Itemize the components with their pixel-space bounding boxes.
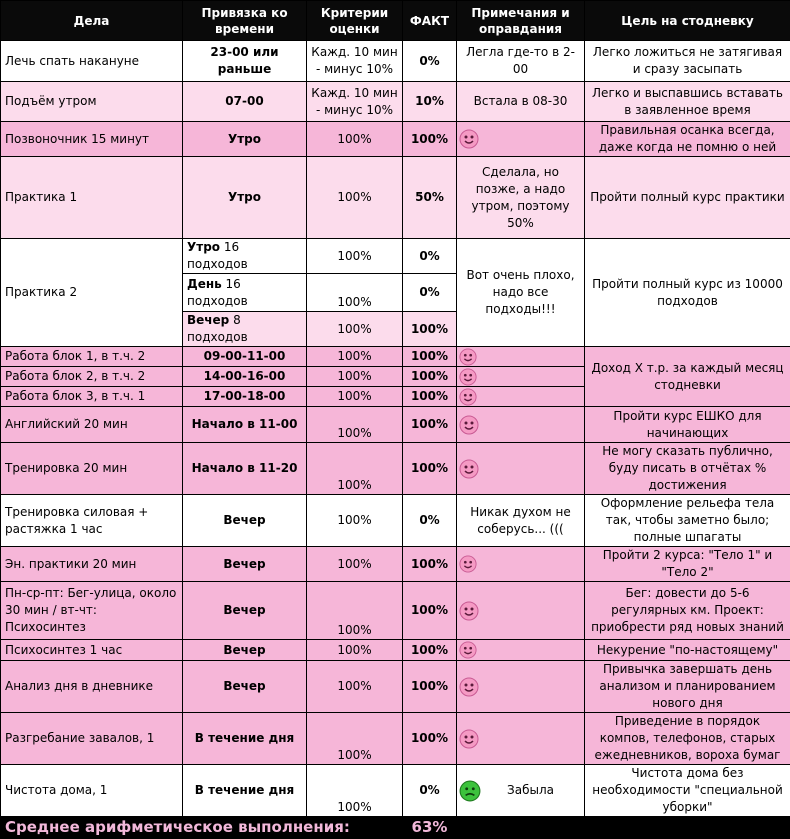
table-row: [1, 443, 790, 495]
table-row: [1, 661, 790, 713]
fact-cell[interactable]: 100%: [403, 407, 457, 443]
time-cell[interactable]: Вечер: [183, 495, 307, 547]
fact-cell[interactable]: 100%: [403, 387, 457, 407]
time-cell[interactable]: [183, 274, 307, 312]
fact-cell[interactable]: 100%: [403, 367, 457, 387]
criteria-cell[interactable]: 100%: [307, 122, 403, 157]
task-cell[interactable]: Подъём утром: [1, 82, 183, 122]
criteria-cell[interactable]: Кажд. 10 мин - минус 10%: [307, 82, 403, 122]
table-row: [1, 495, 790, 547]
goal-cell[interactable]: Правильная осанка всегда, даже когда не помню о ней: [585, 122, 790, 157]
summary-label: Среднее арифметическое выполнения:: [1, 817, 403, 839]
pink-smiley-icon: [459, 348, 477, 366]
note-cell[interactable]: [457, 387, 585, 407]
time-cell[interactable]: [183, 239, 307, 274]
criteria-cell[interactable]: 100%: [307, 387, 403, 407]
criteria-cell[interactable]: 100%: [307, 495, 403, 547]
time-cell[interactable]: 14-00-16-00: [183, 367, 307, 387]
criteria-cell[interactable]: 100%: [307, 443, 403, 495]
summary-filler: [457, 817, 790, 839]
header-criteria[interactable]: Критерии оценки: [307, 1, 403, 41]
fact-cell[interactable]: 0%: [403, 495, 457, 547]
pink-smiley-icon: [459, 388, 477, 406]
fact-cell[interactable]: 100%: [403, 312, 457, 347]
fact-cell[interactable]: 0%: [403, 239, 457, 274]
table-row: [1, 713, 790, 765]
criteria-cell[interactable]: 100%: [307, 347, 403, 367]
criteria-cell[interactable]: 100%: [307, 582, 403, 640]
pink-smiley-icon: [459, 459, 479, 479]
note-cell[interactable]: [457, 713, 585, 765]
time-cell[interactable]: Вечер: [183, 661, 307, 713]
note-cell[interactable]: [457, 347, 585, 367]
fact-cell[interactable]: 10%: [403, 82, 457, 122]
criteria-cell[interactable]: 100%: [307, 157, 403, 239]
criteria-cell[interactable]: 100%: [307, 640, 403, 661]
summary-row: [1, 817, 790, 839]
table-row: [1, 82, 790, 122]
pink-smiley-icon: [459, 415, 479, 435]
task-cell[interactable]: Чистота дома, 1: [1, 765, 183, 817]
task-cell[interactable]: Практика 2: [1, 239, 183, 347]
goal-cell[interactable]: Доход Х т.р. за каждый месяц стодневки: [585, 347, 790, 407]
note-cell[interactable]: [457, 765, 585, 817]
fact-cell[interactable]: 0%: [403, 274, 457, 312]
goal-cell[interactable]: Пройти 2 курса: "Тело 1" и "Тело 2": [585, 547, 790, 582]
task-cell[interactable]: Анализ дня в дневнике: [1, 661, 183, 713]
task-cell[interactable]: Практика 1: [1, 157, 183, 239]
goal-cell[interactable]: Легко ложиться не затягивая и сразу засыпать: [585, 41, 790, 82]
time-cell[interactable]: Начало в 11-20: [183, 443, 307, 495]
pink-smiley-icon: [459, 129, 479, 149]
goal-cell[interactable]: Не могу сказать публично, буду писать в отчётах % достижения: [585, 443, 790, 495]
fact-cell[interactable]: 100%: [403, 347, 457, 367]
time-cell[interactable]: 17-00-18-00: [183, 387, 307, 407]
task-cell[interactable]: Работа блок 2, в т.ч. 2: [1, 367, 183, 387]
time-part-label: День: [187, 277, 222, 291]
table-row: [1, 582, 790, 640]
note-cell[interactable]: [457, 443, 585, 495]
header-task[interactable]: Дела: [1, 1, 183, 41]
task-cell[interactable]: Лечь спать накануне: [1, 41, 183, 82]
pink-smiley-icon: [459, 729, 479, 749]
table-row: [1, 547, 790, 582]
pink-smiley-icon: [459, 677, 479, 697]
fact-cell[interactable]: 100%: [403, 443, 457, 495]
criteria-cell[interactable]: 100%: [307, 713, 403, 765]
table-row: [1, 640, 790, 661]
time-part-label: Вечер: [187, 313, 229, 327]
note-cell[interactable]: Никак духом не соберусь... (((: [457, 495, 585, 547]
time-cell[interactable]: 09-00-11-00: [183, 347, 307, 367]
note-cell[interactable]: Вот очень плохо, надо все подходы!!!: [457, 239, 585, 347]
goal-cell[interactable]: Приведение в порядок компов, телефонов, старых ежедневников, вороха бумаг: [585, 713, 790, 765]
time-cell[interactable]: Утро: [183, 122, 307, 157]
note-cell[interactable]: [457, 367, 585, 387]
goal-cell[interactable]: Чистота дома без необходимости "специальной уборки": [585, 765, 790, 817]
task-cell[interactable]: Позвоночник 15 минут: [1, 122, 183, 157]
criteria-cell[interactable]: 100%: [307, 239, 403, 274]
time-cell[interactable]: Утро: [183, 157, 307, 239]
note-cell[interactable]: [457, 407, 585, 443]
green-smiley-icon: [459, 780, 481, 802]
task-cell[interactable]: Психосинтез 1 час: [1, 640, 183, 661]
time-cell[interactable]: 07-00: [183, 82, 307, 122]
fact-cell[interactable]: 100%: [403, 713, 457, 765]
table-row: [1, 122, 790, 157]
fact-cell[interactable]: 100%: [403, 547, 457, 582]
goal-cell[interactable]: Привычка завершать день анализом и планированием нового дня: [585, 661, 790, 713]
table-row: [1, 765, 790, 817]
fact-cell[interactable]: 0%: [403, 765, 457, 817]
note-content: [459, 780, 580, 802]
table-row: [1, 41, 790, 82]
header-notes[interactable]: Примечания и оправдания: [457, 1, 585, 41]
fact-cell[interactable]: 100%: [403, 122, 457, 157]
criteria-cell[interactable]: 100%: [307, 765, 403, 817]
note-cell[interactable]: Встала в 08-30: [457, 82, 585, 122]
criteria-cell[interactable]: 100%: [307, 407, 403, 443]
criteria-cell[interactable]: 100%: [307, 547, 403, 582]
table-row: [1, 239, 790, 274]
task-cell[interactable]: Работа блок 3, в т.ч. 1: [1, 387, 183, 407]
note-cell[interactable]: [457, 582, 585, 640]
time-cell[interactable]: Вечер: [183, 640, 307, 661]
criteria-cell[interactable]: 100%: [307, 274, 403, 312]
criteria-cell[interactable]: 100%: [307, 312, 403, 347]
fact-cell[interactable]: 100%: [403, 640, 457, 661]
fact-cell[interactable]: 50%: [403, 157, 457, 239]
task-cell[interactable]: Тренировка 20 мин: [1, 443, 183, 495]
note-cell[interactable]: [457, 640, 585, 661]
time-cell[interactable]: [183, 312, 307, 347]
time-part-count: 8 подходов: [187, 313, 248, 344]
goal-cell[interactable]: Пройти полный курс из 10000 подходов: [585, 239, 790, 347]
goal-cell[interactable]: Легко и выспавшись вставать в заявленное время: [585, 82, 790, 122]
pink-smiley-icon: [459, 368, 477, 386]
goal-cell[interactable]: Некурение "по-настоящему": [585, 640, 790, 661]
task-cell[interactable]: Пн-ср-пт: Бег-улица, около 30 мин / вт-чт: Психосинтез: [1, 582, 183, 640]
time-cell[interactable]: Вечер: [183, 582, 307, 640]
criteria-cell[interactable]: 100%: [307, 367, 403, 387]
time-cell[interactable]: Начало в 11-00: [183, 407, 307, 443]
table-row: [1, 347, 790, 367]
time-cell[interactable]: Вечер: [183, 547, 307, 582]
header-fact[interactable]: ФАКТ: [403, 1, 457, 41]
time-part-label: Утро: [187, 240, 220, 254]
note-cell[interactable]: [457, 661, 585, 713]
header-row: [1, 1, 790, 41]
time-part-count: 16 подходов: [187, 277, 248, 308]
goal-cell[interactable]: Бег: довести до 5-6 регулярных км. Проект: приобрести ряд новых знаний: [585, 582, 790, 640]
header-time[interactable]: Привязка ко времени: [183, 1, 307, 41]
task-cell[interactable]: Эн. практики 20 мин: [1, 547, 183, 582]
table-row: [1, 157, 790, 239]
time-cell[interactable]: В течение дня: [183, 765, 307, 817]
criteria-cell[interactable]: 100%: [307, 661, 403, 713]
note-cell[interactable]: [457, 122, 585, 157]
note-cell[interactable]: Сделала, но позже, а надо утром, поэтому 50%: [457, 157, 585, 239]
criteria-cell[interactable]: Кажд. 10 мин - минус 10%: [307, 41, 403, 82]
table-row: [1, 407, 790, 443]
task-cell[interactable]: Тренировка силовая + растяжка 1 час: [1, 495, 183, 547]
time-cell[interactable]: 23-00 или раньше: [183, 41, 307, 82]
note-cell[interactable]: [457, 547, 585, 582]
pink-smiley-icon: [459, 601, 479, 621]
task-cell[interactable]: Английский 20 мин: [1, 407, 183, 443]
time-cell[interactable]: В течение дня: [183, 713, 307, 765]
fact-cell[interactable]: 100%: [403, 582, 457, 640]
pink-smiley-icon: [459, 555, 477, 573]
goal-cell[interactable]: Оформление рельефа тела так, чтобы заметно было; полные шпагаты: [585, 495, 790, 547]
fact-cell[interactable]: 0%: [403, 41, 457, 82]
goal-cell[interactable]: Пройти полный курс практики: [585, 157, 790, 239]
time-part-count: 16 подходов: [187, 240, 248, 271]
summary-value: 63%: [403, 817, 457, 839]
note-text: Забыла: [481, 782, 580, 799]
header-goal[interactable]: Цель на стодневку: [585, 1, 790, 41]
goal-cell[interactable]: Пройти курс ЕШКО для начинающих: [585, 407, 790, 443]
task-cell[interactable]: Работа блок 1, в т.ч. 2: [1, 347, 183, 367]
fact-cell[interactable]: 100%: [403, 661, 457, 713]
pink-smiley-icon: [459, 641, 477, 659]
note-cell[interactable]: Легла где-то в 2-00: [457, 41, 585, 82]
task-cell[interactable]: Разгребание завалов, 1: [1, 713, 183, 765]
